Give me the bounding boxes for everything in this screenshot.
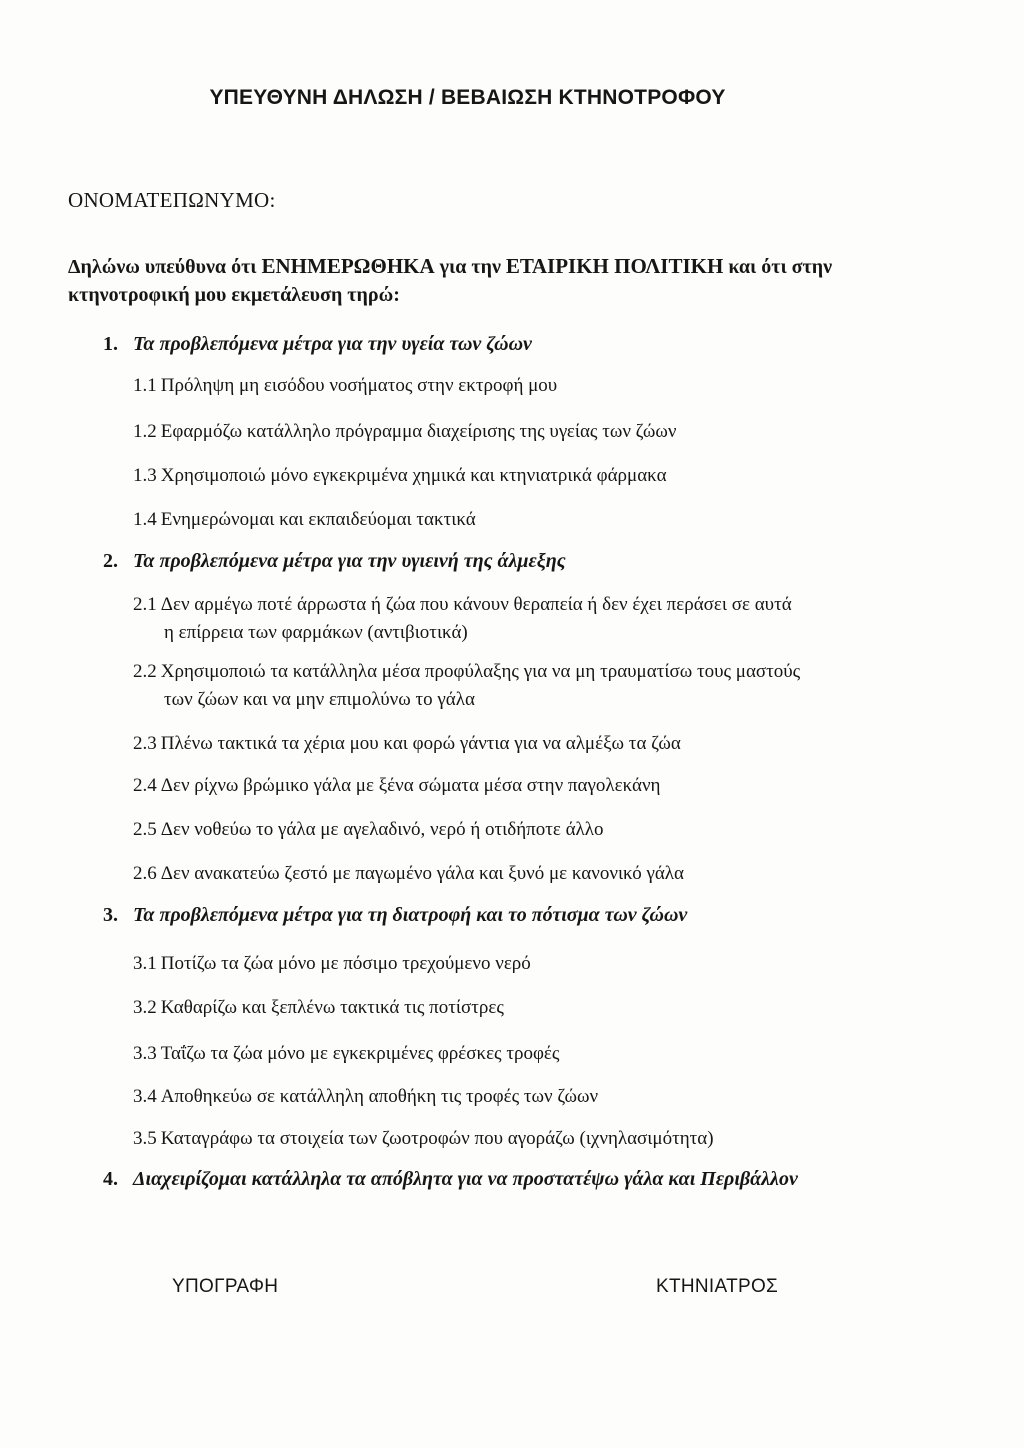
declaration-part-3: και ότι στην κτηνοτροφική μου εκμετάλευση τηρώ: bbox=[68, 256, 833, 306]
section-number: 2. bbox=[103, 550, 118, 572]
item-text: Δεν αρμέγω ποτέ άρρωστα ή ζώα που κάνουν θεραπεία ή δεν έχει περάσει σε αυτά bbox=[160, 594, 792, 615]
declaration-part-1: Δηλώνω υπεύθυνα ότι bbox=[68, 256, 262, 278]
item-number: 3.2 bbox=[133, 997, 157, 1018]
list-item bbox=[133, 1125, 873, 1153]
list-item bbox=[133, 462, 873, 490]
item-text: Καθαρίζω και ξεπλένω τακτικά τις ποτίστρες bbox=[160, 997, 504, 1018]
declaration-caps-1: ΕΝΗΜΕΡΩΘΗΚΑ bbox=[261, 254, 435, 278]
section-number: 1. bbox=[103, 333, 118, 355]
list-item bbox=[133, 816, 873, 844]
section-number: 3. bbox=[103, 904, 118, 926]
item-number: 3.4 bbox=[133, 1086, 157, 1107]
list-item bbox=[133, 730, 873, 758]
section-heading-2 bbox=[103, 550, 566, 573]
document-title: ΥΠΕΥΘΥΝΗ ΔΗΛΩΣΗ / ΒΕΒΑΙΩΣΗ ΚΤΗΝΟΤΡΟΦΟΥ bbox=[209, 86, 726, 109]
declaration-text bbox=[68, 252, 868, 309]
name-label: ΟΝΟΜΑΤΕΠΩΝΥΜΟ: bbox=[68, 188, 276, 212]
item-text: Πρόληψη μη εισόδου νοσήματος στην εκτροφή μου bbox=[160, 375, 558, 396]
list-item bbox=[133, 1040, 873, 1068]
item-number: 1.2 bbox=[133, 421, 157, 442]
item-number: 3.5 bbox=[133, 1128, 157, 1149]
list-item bbox=[133, 772, 873, 800]
section-heading-text: Τα προβλεπόμενα μέτρα για την υγιεινή της άλμεξης bbox=[133, 550, 566, 572]
declaration-part-2: για την bbox=[434, 256, 506, 278]
section-heading-3 bbox=[103, 904, 687, 927]
vet-label: ΚΤΗΝΙΑΤΡΟΣ bbox=[656, 1276, 779, 1297]
item-number: 2.1 bbox=[133, 594, 157, 615]
item-number: 3.3 bbox=[133, 1043, 157, 1064]
item-text-continued: των ζώων και να μην επιμολύνω το γάλα bbox=[164, 689, 475, 710]
list-item bbox=[133, 372, 873, 400]
item-text: Δεν ανακατεύω ζεστό με παγωμένο γάλα και ξυνό με κανονικό γάλα bbox=[160, 863, 684, 884]
item-text: Δεν ρίχνω βρώμικο γάλα με ξένα σώματα μέσα στην παγολεκάνη bbox=[160, 775, 661, 796]
section-heading-text: Τα προβλεπόμενα μέτρα για την υγεία των ζώων bbox=[133, 333, 532, 355]
section-number: 4. bbox=[103, 1168, 118, 1190]
section-heading-1 bbox=[103, 333, 532, 356]
signature-label: ΥΠΟΓΡΑΦΗ bbox=[172, 1276, 279, 1297]
item-number: 2.6 bbox=[133, 863, 157, 884]
section-heading-text: Διαχειρίζομαι κατάλληλα τα απόβλητα για να προστατέψω γάλα και Περιβάλλον bbox=[133, 1168, 798, 1190]
list-item bbox=[133, 994, 873, 1022]
item-text: Χρησιμοποιώ μόνο εγκεκριμένα χημικά και κτηνιατρικά φάρμακα bbox=[160, 465, 667, 486]
section-heading-4 bbox=[103, 1168, 798, 1191]
list-item bbox=[133, 1083, 873, 1111]
list-item bbox=[133, 950, 873, 978]
item-number: 1.1 bbox=[133, 375, 157, 396]
item-number: 2.5 bbox=[133, 819, 157, 840]
item-number: 2.3 bbox=[133, 733, 157, 754]
item-number: 3.1 bbox=[133, 953, 157, 974]
section-heading-text: Τα προβλεπόμενα μέτρα για τη διατροφή και το πότισμα των ζώων bbox=[133, 904, 688, 926]
item-text: Ενημερώνομαι και εκπαιδεύομαι τακτικά bbox=[160, 509, 476, 530]
item-number: 1.3 bbox=[133, 465, 157, 486]
item-number: 1.4 bbox=[133, 509, 157, 530]
list-item bbox=[133, 418, 873, 446]
item-text: Ταΐζω τα ζώα μόνο με εγκεκριμένες φρέσκες τροφές bbox=[160, 1043, 560, 1064]
item-text: Εφαρμόζω κατάλληλο πρόγραμμα διαχείρισης της υγείας των ζώων bbox=[160, 421, 677, 442]
list-item bbox=[133, 506, 873, 534]
item-text: Πλένω τακτικά τα χέρια μου και φορώ γάντια για να αλμέξω τα ζώα bbox=[160, 733, 681, 754]
item-text: Ποτίζω τα ζώα μόνο με πόσιμο τρεχούμενο νερό bbox=[160, 953, 531, 974]
item-text: Αποθηκεύω σε κατάλληλη αποθήκη τις τροφές των ζώων bbox=[160, 1086, 599, 1107]
list-item bbox=[133, 658, 873, 714]
declaration-caps-2: ΕΤΑΙΡΙΚΗ ΠΟΛΙΤΙΚΗ bbox=[505, 254, 724, 278]
item-text-continued: η επίρρεια των φαρμάκων (αντιβιοτικά) bbox=[164, 622, 468, 643]
item-number: 2.2 bbox=[133, 661, 157, 682]
item-text: Καταγράφω τα στοιχεία των ζωοτροφών που αγοράζω (ιχνηλασιμότητα) bbox=[160, 1128, 714, 1149]
list-item bbox=[133, 860, 873, 888]
item-number: 2.4 bbox=[133, 775, 157, 796]
item-text: Χρησιμοποιώ τα κατάλληλα μέσα προφύλαξης για να μη τραυματίσω τους μαστούς bbox=[160, 661, 801, 682]
list-item bbox=[133, 591, 873, 647]
item-text: Δεν νοθεύω το γάλα με αγελαδινό, νερό ή οτιδήποτε άλλο bbox=[160, 819, 604, 840]
